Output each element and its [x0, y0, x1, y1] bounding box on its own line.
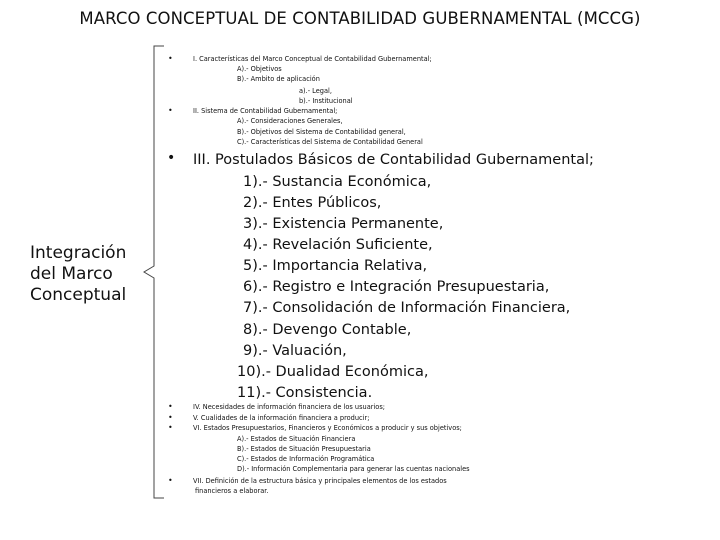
bullet-marker: •: [168, 423, 173, 432]
page-title: MARCO CONCEPTUAL DE CONTABILIDAD GUBERNAMENTAL (MCCG): [79, 9, 641, 28]
section-4-heading: IV. Necesidades de información financiera de los usuarios;: [193, 403, 385, 411]
postulate-item: 5).- Importancia Relativa,: [243, 258, 428, 274]
section-1-subitem: a).- Legal,: [299, 87, 332, 95]
section-6-item: A).- Estados de Situación Financiera: [237, 435, 356, 443]
postulate-item: 9).- Valuación,: [243, 343, 347, 359]
bullet-marker: •: [167, 150, 176, 166]
postulate-item: 6).- Registro e Integración Presupuestaria,: [243, 279, 550, 295]
postulate-item: 3).- Existencia Permanente,: [243, 216, 444, 232]
bullet-marker: •: [168, 413, 173, 422]
section-7-continuation: financieros a elaborar.: [195, 487, 269, 495]
section-2-item: B).- Objetivos del Sistema de Contabilidad general,: [237, 128, 406, 136]
section-6-heading: VI. Estados Presupuestarios, Financieros y Económicos a producir y sus objetivos;: [193, 424, 462, 432]
postulate-item: 2).- Entes Públicos,: [243, 195, 382, 211]
section-2-item: C).- Características del Sistema de Contabilidad General: [237, 138, 423, 146]
section-1-item: A).- Objetivos: [237, 65, 282, 73]
section-6-item: B).- Estados de Situación Presupuestaria: [237, 445, 371, 453]
section-1-item: B).- Ambito de aplicación: [237, 75, 320, 83]
section-1-heading: I. Características del Marco Conceptual de Contabilidad Gubernamental;: [193, 55, 432, 63]
bullet-marker: •: [168, 54, 173, 63]
section-2-heading: II. Sistema de Contabilidad Gubernamental;: [193, 107, 338, 115]
bullet-marker: •: [168, 106, 173, 115]
bullet-marker: •: [168, 402, 173, 411]
section-6-item: C).- Estados de Información Programática: [237, 455, 375, 463]
postulate-item: 7).- Consolidación de Información Financiera,: [243, 300, 571, 316]
bullet-marker: •: [168, 476, 173, 485]
postulate-item: 4).- Revelación Suficiente,: [243, 237, 433, 253]
section-7-heading: VII. Definición de la estructura básica y principales elementos de los estados: [193, 477, 447, 485]
section-2-item: A).- Consideraciones Generales,: [237, 117, 343, 125]
postulate-item: 11).- Consistencia.: [237, 385, 373, 401]
section-3-heading: III. Postulados Básicos de Contabilidad Gubernamental;: [193, 152, 594, 168]
section-6-item: D).- Información Complementaria para generar las cuentas nacionales: [237, 465, 470, 473]
side-label: Integración del Marco Conceptual: [30, 243, 127, 305]
brace-connector: [140, 44, 170, 504]
postulate-item: 1).- Sustancia Económica,: [243, 174, 432, 190]
postulate-item: 8).- Devengo Contable,: [243, 322, 412, 338]
section-5-heading: V. Cualidades de la información financiera a producir;: [193, 414, 370, 422]
section-1-subitem: b).- Institucional: [299, 97, 353, 105]
postulate-item: 10).- Dualidad Económica,: [237, 364, 429, 380]
